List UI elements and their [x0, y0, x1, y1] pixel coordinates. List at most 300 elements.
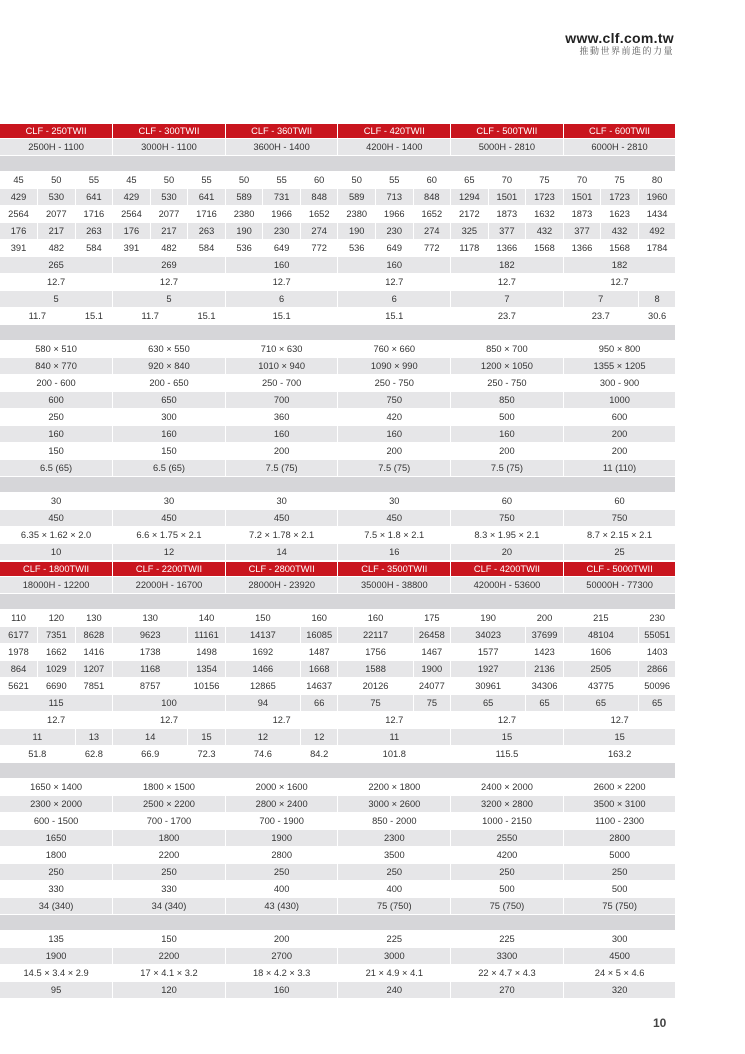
model-name: CLF - 300TWII: [113, 124, 226, 139]
table-cell: 50: [338, 172, 376, 189]
table-cell: 22117: [338, 627, 413, 644]
model-name: CLF - 360TWII: [225, 124, 338, 139]
table-row: [0, 965, 676, 982]
table-cell: 530: [150, 189, 188, 206]
table-cell: 2300: [338, 830, 451, 847]
table-cell: 1355 × 1205: [563, 358, 676, 375]
table-cell: 60: [451, 493, 564, 510]
table-cell: 1662: [38, 644, 76, 661]
table-row: [0, 308, 676, 325]
model-capacity: 35000H - 38800: [338, 577, 451, 594]
table-cell: 450: [225, 510, 338, 527]
table-cell: 240: [338, 982, 451, 999]
table-cell: 34 (340): [113, 898, 226, 915]
model-name: CLF - 420TWII: [338, 124, 451, 139]
table-cell: 589: [225, 189, 263, 206]
table-cell: 75 (750): [338, 898, 451, 915]
table-row: [0, 443, 676, 460]
table-cell: 45: [0, 172, 38, 189]
table-cell: 12: [225, 729, 300, 746]
table-cell: 5000: [563, 847, 676, 864]
table-cell: 3200 × 2800: [451, 796, 564, 813]
model-capacity: 50000H - 77300: [563, 577, 676, 594]
table-cell: 1873: [488, 206, 526, 223]
table-cell: 200: [563, 426, 676, 443]
table-cell: 115.5: [451, 746, 564, 763]
table-cell: 120: [38, 610, 76, 627]
table-cell: 848: [413, 189, 451, 206]
table-cell: 1466: [225, 661, 300, 678]
table-row: [0, 409, 676, 426]
table-cell: 2564: [0, 206, 38, 223]
capacity-row: [0, 577, 676, 594]
table-cell: [0, 915, 676, 931]
table-cell: 2200: [113, 948, 226, 965]
model-capacity: 28000H - 23920: [225, 577, 338, 594]
table-cell: 200 - 650: [113, 375, 226, 392]
table-cell: 200: [451, 443, 564, 460]
table-cell: 16: [338, 544, 451, 561]
table-cell: 20126: [338, 678, 413, 695]
table-cell: 1650 × 1400: [0, 779, 113, 796]
table-cell: 530: [38, 189, 76, 206]
table-cell: 12.7: [0, 712, 113, 729]
table-cell: 1423: [526, 644, 564, 661]
table-cell: 12.7: [338, 274, 451, 291]
table-cell: 7351: [38, 627, 76, 644]
table-cell: 850: [451, 392, 564, 409]
table-row: [0, 527, 676, 544]
table-cell: 750: [563, 510, 676, 527]
table-cell: 649: [263, 240, 301, 257]
table-cell: 250: [113, 864, 226, 881]
table-cell: 1652: [413, 206, 451, 223]
table-cell: 75: [601, 172, 639, 189]
table-cell: 95: [0, 982, 113, 999]
table-cell: 630 × 550: [113, 341, 226, 358]
table-cell: 60: [563, 493, 676, 510]
table-cell: 2200 × 1800: [338, 779, 451, 796]
table-cell: 163.2: [563, 746, 676, 763]
table-cell: 34023: [451, 627, 526, 644]
table-cell: 12.7: [338, 712, 451, 729]
table-cell: 3300: [451, 948, 564, 965]
table-cell: 1623: [601, 206, 639, 223]
table-row: [0, 931, 676, 948]
table-cell: 2000 × 1600: [225, 779, 338, 796]
website-url: www.clf.com.tw: [565, 30, 674, 46]
table-cell: 250: [563, 864, 676, 881]
model-capacity: 22000H - 16700: [113, 577, 226, 594]
capacity-row: [0, 139, 676, 156]
model-name: CLF - 5000TWII: [563, 562, 676, 577]
table-cell: 1168: [113, 661, 188, 678]
table-row: [0, 291, 676, 308]
table-cell: 2077: [150, 206, 188, 223]
table-cell: 24 × 5 × 4.6: [563, 965, 676, 982]
table-cell: 8: [638, 291, 676, 308]
brand-header: [565, 30, 674, 57]
table-cell: 1354: [188, 661, 226, 678]
table-cell: 1568: [526, 240, 564, 257]
table-cell: 1090 × 990: [338, 358, 451, 375]
table-cell: 641: [75, 189, 113, 206]
table-cell: 3000 × 2600: [338, 796, 451, 813]
table-row: [0, 358, 676, 375]
table-cell: 84.2: [300, 746, 338, 763]
table-cell: 160: [225, 982, 338, 999]
table-cell: 641: [188, 189, 226, 206]
table-cell: 536: [338, 240, 376, 257]
table-cell: 250: [338, 864, 451, 881]
table-cell: 482: [150, 240, 188, 257]
table-cell: 1723: [526, 189, 564, 206]
table-cell: 130: [113, 610, 188, 627]
table-row: [0, 644, 676, 661]
spec-table-1: [0, 124, 676, 561]
table-cell: 60: [413, 172, 451, 189]
table-cell: 75: [526, 172, 564, 189]
table-cell: 1010 × 940: [225, 358, 338, 375]
table-row: [0, 544, 676, 561]
table-cell: 3000: [338, 948, 451, 965]
table-cell: [0, 156, 676, 172]
table-cell: 7.5 (75): [338, 460, 451, 477]
table-cell: 15.1: [75, 308, 113, 325]
table-cell: 420: [338, 409, 451, 426]
table-cell: 1487: [300, 644, 338, 661]
table-cell: 731: [263, 189, 301, 206]
table-row: [0, 460, 676, 477]
table-cell: 24077: [413, 678, 451, 695]
model-header-row: [0, 562, 676, 577]
table-cell: 391: [0, 240, 38, 257]
table-cell: 9623: [113, 627, 188, 644]
table-cell: 160: [451, 426, 564, 443]
table-cell: 1501: [563, 189, 601, 206]
table-cell: 536: [225, 240, 263, 257]
table-cell: 14.5 × 3.4 × 2.9: [0, 965, 113, 982]
table-cell: 2800: [563, 830, 676, 847]
table-cell: 8.3 × 1.95 × 2.1: [451, 527, 564, 544]
table-cell: 710 × 630: [225, 341, 338, 358]
table-cell: 11161: [188, 627, 226, 644]
table-cell: 55: [375, 172, 413, 189]
table-cell: 7.2 × 1.78 × 2.1: [225, 527, 338, 544]
table-cell: 135: [0, 931, 113, 948]
table-cell: 11.7: [0, 308, 75, 325]
table-cell: 43775: [563, 678, 638, 695]
model-name: CLF - 2200TWII: [113, 562, 226, 577]
table-cell: 230: [375, 223, 413, 240]
table-cell: 360: [225, 409, 338, 426]
table-cell: 140: [188, 610, 226, 627]
table-cell: 11: [0, 729, 75, 746]
table-cell: 45: [113, 172, 151, 189]
table-row: [0, 189, 676, 206]
table-cell: 25: [563, 544, 676, 561]
table-row: [0, 881, 676, 898]
model-capacity: 4200H - 1400: [338, 139, 451, 156]
table-cell: 34 (340): [0, 898, 113, 915]
table-row: [0, 627, 676, 644]
table-cell: [0, 477, 676, 493]
table-cell: 75 (750): [563, 898, 676, 915]
table-row: [0, 392, 676, 409]
table-cell: 1738: [113, 644, 188, 661]
table-cell: 65: [451, 172, 489, 189]
table-row: [0, 898, 676, 915]
table-cell: 850 - 2000: [338, 813, 451, 830]
table-cell: 75 (750): [451, 898, 564, 915]
table-cell: 72.3: [188, 746, 226, 763]
section-divider: [0, 156, 676, 172]
table-cell: 190: [451, 610, 526, 627]
table-row: [0, 274, 676, 291]
table-row: [0, 712, 676, 729]
table-cell: 7851: [75, 678, 113, 695]
table-cell: 1632: [526, 206, 564, 223]
table-cell: 22 × 4.7 × 4.3: [451, 965, 564, 982]
table-cell: 1756: [338, 644, 413, 661]
table-cell: 66: [300, 695, 338, 712]
table-cell: 30: [338, 493, 451, 510]
model-name: CLF - 600TWII: [563, 124, 676, 139]
table-cell: [0, 763, 676, 779]
table-cell: 1960: [638, 189, 676, 206]
table-cell: 2550: [451, 830, 564, 847]
table-cell: 500: [563, 881, 676, 898]
table-cell: 160: [225, 426, 338, 443]
table-cell: 1200 × 1050: [451, 358, 564, 375]
table-cell: 65: [526, 695, 564, 712]
table-cell: 377: [488, 223, 526, 240]
table-cell: 150: [113, 931, 226, 948]
table-row: [0, 746, 676, 763]
table-cell: 7.5 × 1.8 × 2.1: [338, 527, 451, 544]
table-cell: 840 × 770: [0, 358, 113, 375]
table-cell: 12.7: [451, 274, 564, 291]
table-row: [0, 678, 676, 695]
table-cell: 250 - 750: [338, 375, 451, 392]
table-cell: 1900: [0, 948, 113, 965]
table-cell: 2172: [451, 206, 489, 223]
table-row: [0, 240, 676, 257]
model-name: CLF - 4200TWII: [451, 562, 564, 577]
table-cell: 215: [563, 610, 638, 627]
table-cell: 182: [563, 257, 676, 274]
table-cell: 391: [113, 240, 151, 257]
table-cell: 70: [563, 172, 601, 189]
table-cell: 1207: [75, 661, 113, 678]
table-cell: 110: [0, 610, 38, 627]
table-row: [0, 172, 676, 189]
table-cell: 750: [338, 392, 451, 409]
table-cell: 700: [225, 392, 338, 409]
table-cell: 150: [0, 443, 113, 460]
table-row: [0, 341, 676, 358]
slogan: 推動世界前進的力量: [579, 46, 674, 56]
table-cell: 1716: [188, 206, 226, 223]
spec-table-2: [0, 562, 676, 999]
table-cell: 12: [300, 729, 338, 746]
table-cell: 50096: [638, 678, 676, 695]
model-name: CLF - 500TWII: [451, 124, 564, 139]
table-cell: 50: [225, 172, 263, 189]
table-cell: 120: [113, 982, 226, 999]
table-cell: 65: [451, 695, 526, 712]
table-cell: 12.7: [563, 274, 676, 291]
table-cell: 55051: [638, 627, 676, 644]
table-cell: 18 × 4.2 × 3.3: [225, 965, 338, 982]
table-cell: 330: [113, 881, 226, 898]
model-name: CLF - 250TWII: [0, 124, 113, 139]
table-cell: 1873: [563, 206, 601, 223]
table-cell: 1568: [601, 240, 639, 257]
table-cell: 1692: [225, 644, 300, 661]
table-cell: 5: [0, 291, 113, 308]
table-cell: 200 - 600: [0, 375, 113, 392]
table-cell: 1366: [488, 240, 526, 257]
table-cell: 300: [563, 931, 676, 948]
table-cell: 160: [113, 426, 226, 443]
table-cell: 600: [563, 409, 676, 426]
table-row: [0, 864, 676, 881]
table-cell: 1966: [263, 206, 301, 223]
section-divider: [0, 477, 676, 493]
table-cell: 200: [225, 931, 338, 948]
table-cell: 70: [488, 172, 526, 189]
table-cell: 176: [0, 223, 38, 240]
table-cell: 6.5 (65): [0, 460, 113, 477]
table-cell: 62.8: [75, 746, 113, 763]
table-cell: 12.7: [451, 712, 564, 729]
table-cell: 16085: [300, 627, 338, 644]
table-cell: 320: [563, 982, 676, 999]
table-cell: 700 - 1700: [113, 813, 226, 830]
table-cell: 13: [75, 729, 113, 746]
table-cell: 15: [451, 729, 564, 746]
table-cell: 330: [0, 881, 113, 898]
table-cell: 6.5 (65): [113, 460, 226, 477]
table-cell: 1467: [413, 644, 451, 661]
table-cell: 1501: [488, 189, 526, 206]
table-cell: 1498: [188, 644, 226, 661]
table-cell: 300 - 900: [563, 375, 676, 392]
table-cell: 100: [113, 695, 226, 712]
table-cell: 1178: [451, 240, 489, 257]
table-cell: 6.6 × 1.75 × 2.1: [113, 527, 226, 544]
table-cell: 482: [38, 240, 76, 257]
table-cell: 190: [225, 223, 263, 240]
table-cell: 2564: [113, 206, 151, 223]
table-cell: 2800 × 2400: [225, 796, 338, 813]
table-cell: 600: [0, 392, 113, 409]
model-capacity: 3600H - 1400: [225, 139, 338, 156]
table-cell: 217: [38, 223, 76, 240]
table-cell: 492: [638, 223, 676, 240]
table-cell: 1294: [451, 189, 489, 206]
table-cell: 75: [338, 695, 413, 712]
table-cell: 1900: [413, 661, 451, 678]
table-cell: 2300 × 2000: [0, 796, 113, 813]
table-cell: 176: [113, 223, 151, 240]
table-cell: 250: [0, 864, 113, 881]
table-cell: 274: [300, 223, 338, 240]
table-cell: 21 × 4.9 × 4.1: [338, 965, 451, 982]
table-cell: 300: [113, 409, 226, 426]
model-capacity: 6000H - 2810: [563, 139, 676, 156]
table-cell: 250: [225, 864, 338, 881]
table-cell: [0, 594, 676, 610]
table-cell: 15: [188, 729, 226, 746]
table-cell: 2700: [225, 948, 338, 965]
table-cell: 65: [638, 695, 676, 712]
table-cell: 50: [150, 172, 188, 189]
table-row: [0, 695, 676, 712]
table-cell: 400: [225, 881, 338, 898]
table-cell: 1723: [601, 189, 639, 206]
table-cell: 15.1: [338, 308, 451, 325]
table-cell: 225: [338, 931, 451, 948]
table-cell: 1900: [225, 830, 338, 847]
table-row: [0, 206, 676, 223]
table-row: [0, 375, 676, 392]
table-cell: 1966: [375, 206, 413, 223]
table-cell: 2600 × 2200: [563, 779, 676, 796]
table-cell: 7.5 (75): [225, 460, 338, 477]
table-cell: 1100 - 2300: [563, 813, 676, 830]
table-cell: 1800: [0, 847, 113, 864]
table-cell: 850 × 700: [451, 341, 564, 358]
table-cell: 1800 × 1500: [113, 779, 226, 796]
model-capacity: 18000H - 12200: [0, 577, 113, 594]
table-cell: 14137: [225, 627, 300, 644]
table-row: [0, 847, 676, 864]
table-cell: 5: [113, 291, 226, 308]
table-row: [0, 223, 676, 240]
table-cell: 2505: [563, 661, 638, 678]
table-cell: 450: [338, 510, 451, 527]
table-cell: 7.5 (75): [451, 460, 564, 477]
table-cell: 600 - 1500: [0, 813, 113, 830]
table-cell: 225: [451, 931, 564, 948]
table-row: [0, 779, 676, 796]
model-capacity: 42000H - 53600: [451, 577, 564, 594]
table-cell: 17 × 4.1 × 3.2: [113, 965, 226, 982]
table-cell: 7: [563, 291, 638, 308]
table-cell: 37699: [526, 627, 564, 644]
table-cell: 55: [263, 172, 301, 189]
table-row: [0, 257, 676, 274]
table-cell: 12.7: [113, 712, 226, 729]
table-cell: 15.1: [225, 308, 338, 325]
model-capacity: 2500H - 1100: [0, 139, 113, 156]
table-cell: 6: [225, 291, 338, 308]
table-cell: 250 - 700: [225, 375, 338, 392]
table-cell: 2500 × 2200: [113, 796, 226, 813]
table-cell: 2400 × 2000: [451, 779, 564, 796]
table-cell: 160: [300, 610, 338, 627]
table-cell: 55: [75, 172, 113, 189]
table-cell: 51.8: [0, 746, 75, 763]
table-cell: 848: [300, 189, 338, 206]
table-cell: 75: [413, 695, 451, 712]
model-name: CLF - 3500TWII: [338, 562, 451, 577]
table-cell: 30: [0, 493, 113, 510]
table-cell: 43 (430): [225, 898, 338, 915]
table-row: [0, 493, 676, 510]
